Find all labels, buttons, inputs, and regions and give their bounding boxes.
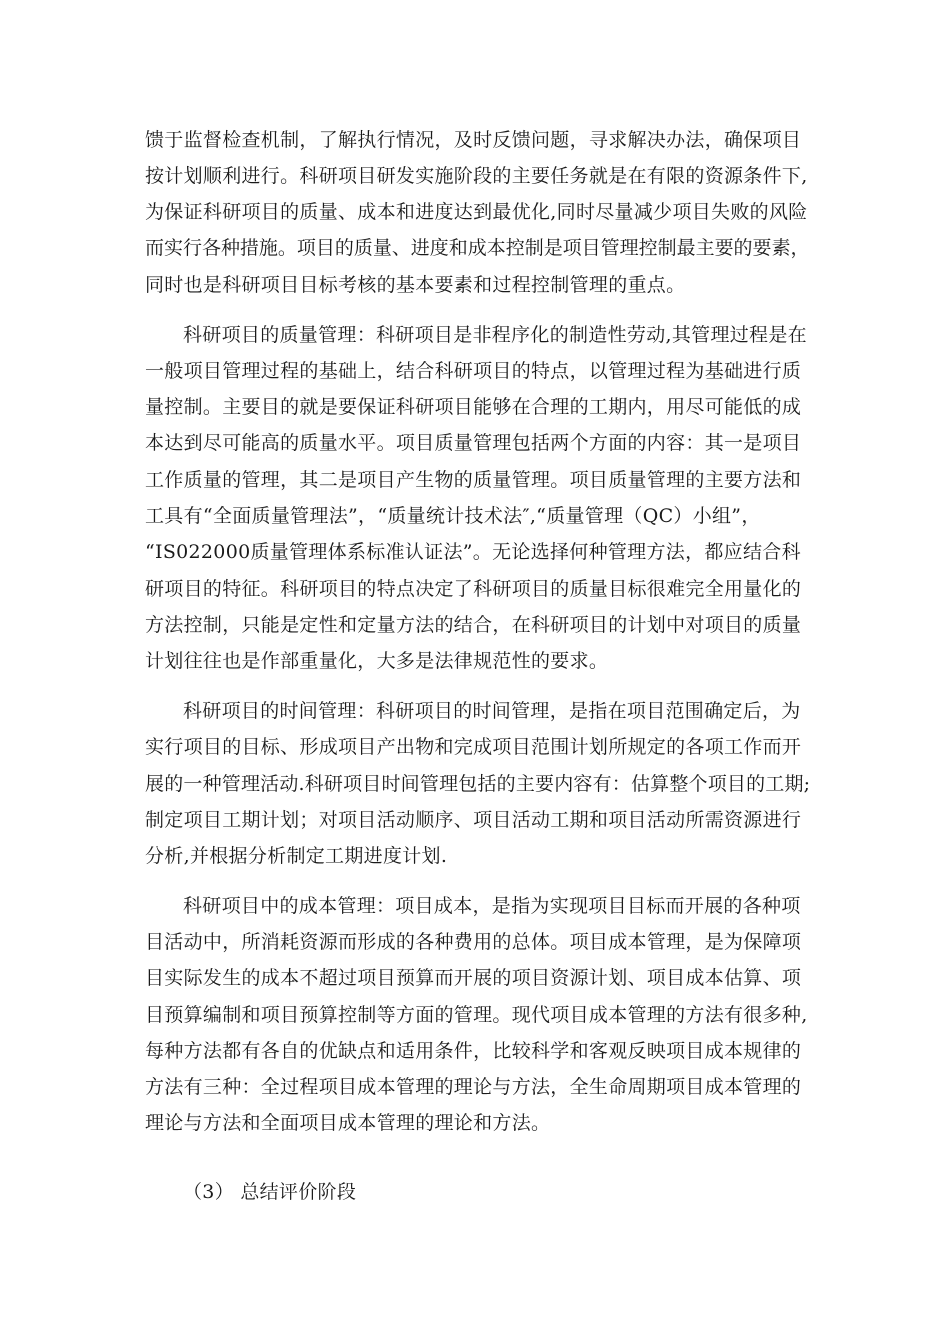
paragraph-line: 科研项目的质量管理：科研项目是非程序化的制造性劳动,其管理过程是在 <box>183 324 807 346</box>
paragraph-line: 分析,并根据分析制定工期进度计划. <box>145 845 448 867</box>
paragraph-line: 量控制。主要目的就是要保证科研项目能够在合理的工期内，用尽可能低的成 <box>145 396 802 418</box>
paragraph-line: 目活动中，所消耗资源而形成的各种费用的总体。项目成本管理，是为保障项 <box>145 931 802 953</box>
paragraph-line: 而实行各种措施。项目的质量、进度和成本控制是项目管理控制最主要的要素， <box>145 237 810 259</box>
paragraph-line: 展的一种管理活动.科研项目时间管理包括的主要内容有：估算整个项目的工期; <box>145 773 811 795</box>
paragraph-line: 研项目的特征。科研项目的特点决定了科研项目的质量目标很难完全用量化的 <box>145 578 802 600</box>
section-heading: （3） 总结评价阶段 <box>183 1181 357 1203</box>
paragraph-line: 科研项目中的成本管理：项目成本，是指为实现项目目标而开展的各种项 <box>183 895 801 917</box>
paragraph-line: 按计划顺利进行。科研项目研发实施阶段的主要任务就是在有限的资源条件下, <box>145 165 808 187</box>
paragraph-line: 为保证科研项目的质量、成本和进度达到最优化,同时尽量减少项目失败的风险 <box>145 201 808 223</box>
paragraph-line: 方法控制，只能是定性和定量方法的结合，在科研项目的计划中对项目的质量 <box>145 614 802 636</box>
paragraph-line: 每种方法都有各自的优缺点和适用条件，比较科学和客观反映项目成本规律的 <box>145 1040 802 1062</box>
paragraph-line: 工具有“全面质量管理法”，“质量统计技术法″,“质量管理（QC）小组”， <box>145 505 761 527</box>
paragraph-line: 计划往往也是作部重量化，大多是法律规范性的要求。 <box>145 650 609 672</box>
paragraph-line: 制定项目工期计划；对项目活动顺序、项目活动工期和项目活动所需资源进行 <box>145 809 802 831</box>
paragraph-line: 本达到尽可能高的质量水平。项目质量管理包括两个方面的内容：其一是项目 <box>145 432 802 454</box>
paragraph-line: 工作质量的管理，其二是项目产生物的质量管理。项目质量管理的主要方法和 <box>145 469 802 491</box>
paragraph-line: 科研项目的时间管理：科研项目的时间管理，是指在项目范围确定后，为 <box>183 700 801 722</box>
paragraph-line: 目实际发生的成本不超过项目预算而开展的项目资源计划、项目成本估算、项 <box>145 967 802 989</box>
paragraph-line: 同时也是科研项目目标考核的基本要素和过程控制管理的重点。 <box>145 274 686 296</box>
paragraph-line: 一般项目管理过程的基础上，结合科研项目的特点，以管理过程为基础进行质 <box>145 360 802 382</box>
paragraph-line: 方法有三种：全过程项目成本管理的理论与方法，全生命周期项目成本管理的 <box>145 1076 802 1098</box>
paragraph-line: 馈于监督检查机制，了解执行情况，及时反馈问题，寻求解决办法，确保项目 <box>145 129 802 151</box>
paragraph-line: 实行项目的目标、形成项目产出物和完成项目范围计划所规定的各项工作而开 <box>145 736 802 758</box>
paragraph-line: 理论与方法和全面项目成本管理的理论和方法。 <box>145 1112 551 1134</box>
paragraph-line: “IS022000质量管理体系标准认证法”。无论选择何种管理方法，都应结合科 <box>145 541 801 563</box>
paragraph-line: 目预算编制和项目预算控制等方面的管理。现代项目成本管理的方法有很多种, <box>145 1004 808 1026</box>
